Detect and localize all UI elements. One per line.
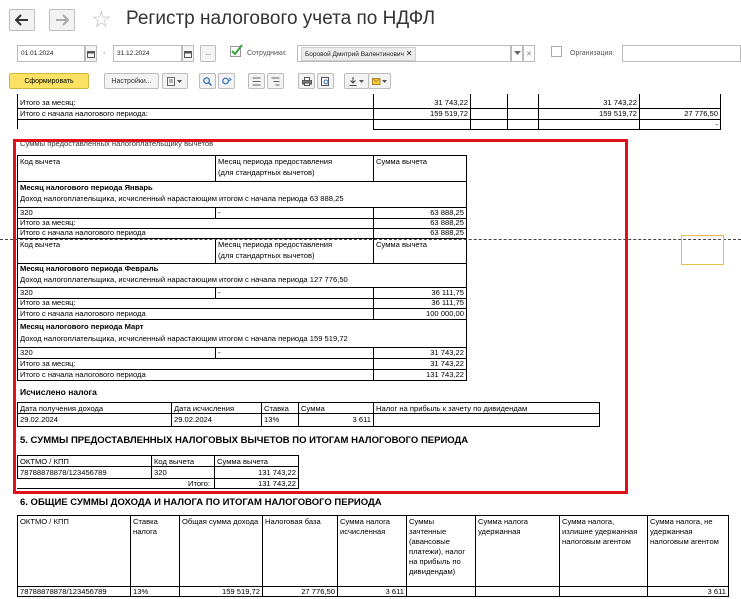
section5-sum: 131 743,22 [257,468,296,477]
organization-checkbox[interactable] [551,46,562,57]
search-next-icon [222,77,232,86]
employee-dropdown-button[interactable] [511,45,523,62]
employee-checkbox[interactable] [230,44,241,55]
tax-col-sum: Сумма [301,404,325,413]
filter-bar [0,41,741,66]
calendar-icon [87,50,95,58]
find-next-button[interactable] [218,73,235,89]
arrow-left-icon [15,14,29,26]
section6-rate: 13% [133,587,149,596]
date-from-input[interactable]: 01.01.2024 [17,45,85,62]
settings-button[interactable]: Настройки... [104,73,159,89]
top-month-total-label: Итого за месяц: [20,98,76,107]
deductions-title: Суммы предоставленных налогоплательщику вычетов [20,139,214,148]
mar-start-total-label: Итого с начала налогового периода [20,370,146,379]
deductions-col-month-2: Месяц периода предоставления [218,240,333,249]
collapse-icon [271,77,280,86]
jan-month-total: 63 888,25 [430,218,464,227]
report-document [0,94,741,599]
jan-sum: 63 888,25 [430,208,464,217]
feb-month-label: Месяц налогового периода Февраль [20,264,159,273]
tax-col-dividends: Налог на прибыль к зачету по дивидендам [376,404,528,413]
section6-col-rate: Ставка налога [133,517,158,536]
employee-tag-label: Боровой Дмитрий Валентинович [305,51,404,58]
feb-month-dash: - [218,288,221,297]
section5-col-oktmo: ОКТМО / КПП [20,457,69,466]
variants-button[interactable] [162,73,188,89]
feb-income-label: Доход налогоплательщика, исчисленный нарастающим итогом с начала периода 127 776,50 [20,275,348,284]
section5-code: 320 [154,468,167,477]
mar-start-total: 131 743,22 [425,370,464,379]
section6-not-withheld: 3 611 [707,587,726,596]
tax-rate: 13% [264,415,280,424]
mar-month-total: 31 743,22 [430,359,464,368]
section6-calculated: 3 611 [385,587,404,596]
search-icon [203,77,212,86]
save-button[interactable] [344,73,369,89]
feb-start-total-label: Итого с начала налогового периода [20,309,146,318]
top-start-total-value-1: 159 519,72 [429,109,468,118]
jan-code: 320 [20,208,33,217]
mar-month-dash: - [218,348,221,357]
mar-month-total-label: Итого за месяц: [20,359,76,368]
section6-col-oktmo: ОКТМО / КПП [20,517,69,526]
printer-icon [302,77,312,86]
favorite-star-icon[interactable]: ☆ [91,6,112,32]
feb-code: 320 [20,288,33,297]
toolbar [0,70,741,92]
preview-icon [321,77,330,86]
section6-col-overwithheld: Сумма налога, излишне удержанная налоговым агентом [562,517,638,546]
tax-col-income-date: Дата получения дохода [20,404,104,413]
organization-field[interactable] [622,45,741,62]
section6-title: 6. ОБЩИЕ СУММЫ ДОХОДА И НАЛОГА ПО ИТОГАМ НАЛОГОВОГО ПЕРИОДА [20,497,382,508]
mar-month-label: Месяц налогового периода Март [20,322,144,331]
deductions-col-month: Месяц периода предоставления [218,157,333,166]
section6-col-credited: Суммы зачтенные (авансовые платежи), налог на прибыль по дивидендам) [409,517,466,576]
deductions-col-month-sub-2: (для стандартных вычетов) [218,251,315,260]
section6-col-not-withheld: Сумма налога, не удержанная налоговым агентом [650,517,719,546]
page-title: Регистр налогового учета по НДФЛ [126,8,436,29]
employee-field[interactable] [297,45,511,62]
expand-icon [252,77,261,86]
back-button[interactable] [9,9,35,31]
date-to-input[interactable]: 31.12.2024 [113,45,182,62]
organization-label: Организация: [570,50,615,57]
window-header [0,0,741,40]
section5-oktmo: 78788878878/123456789 [20,468,107,477]
send-button[interactable] [368,73,391,89]
top-month-total-value-1: 31 743,22 [434,98,468,107]
section6-col-income: Общая сумма дохода [182,517,259,526]
expand-groups-button[interactable] [248,73,265,89]
feb-month-total: 36 111,75 [431,298,464,307]
mar-sum: 31 743,22 [430,348,464,357]
section5-total: 131 743,22 [257,479,296,488]
calendar-icon [184,50,192,58]
section6-base: 27 776,50 [301,587,335,596]
jan-month-label: Месяц налогового периода Январь [20,183,153,192]
top-start-total-label: Итого с начала налогового периода: [20,109,148,118]
collapse-groups-button[interactable] [267,73,284,89]
section6-col-calculated: Сумма налога исчисленная [340,517,390,536]
tax-col-calc-date: Дата исчисления [174,404,235,413]
preview-button[interactable] [317,73,334,89]
clear-icon: ✕ [526,50,532,58]
envelope-icon [372,77,388,86]
deductions-col-code: Код вычета [20,157,61,166]
section6-oktmo: 78788878878/123456789 [20,587,107,596]
find-button[interactable] [199,73,216,89]
tax-sum: 3 611 [352,415,371,424]
top-start-total-value-2: 159 519,72 [598,109,637,118]
jan-income-label: Доход налогоплательщика, исчисленный нарастающим итогом с начала периода 63 888,25 [20,194,344,203]
section5-col-code: Код вычета [154,457,195,466]
top-start-total-value-3: 27 776,50 [684,109,718,118]
print-button[interactable] [298,73,315,89]
section5-title: 5. СУММЫ ПРЕДОСТАВЛЕННЫХ НАЛОГОВЫХ ВЫЧЕТОВ ПО ИТОГАМ НАЛОГОВОГО ПЕРИОДА [20,435,469,446]
mar-income-label: Доход налогоплательщика, исчисленный нарастающим итогом с начала периода 159 519,72 [20,334,348,343]
jan-start-total: 63 888,25 [430,228,464,237]
top-start-total-dash: - [715,120,718,129]
period-select-button[interactable]: ... [200,45,216,62]
feb-month-total-label: Итого за месяц: [20,298,76,307]
section6-col-withheld: Сумма налога удержанная [478,517,528,536]
highlight-frame [13,139,628,494]
generate-button[interactable]: Сформировать [9,73,89,89]
chevron-down-icon [514,51,521,56]
jan-month-total-label: Итого за месяц: [20,218,76,227]
deductions-col-sum: Сумма вычета [376,157,428,166]
feb-sum: 36 111,75 [431,288,464,297]
jan-start-total-label: Итого с начала налогового периода [20,228,146,237]
section5-total-label: Итого: [187,479,210,488]
arrow-right-icon [55,14,69,26]
section6-col-base: Налоговая база [265,517,321,526]
report-variants-icon [167,77,183,86]
employee-clear-button[interactable] [523,45,535,62]
deductions-col-code-2: Код вычета [20,240,61,249]
checkmark-icon [230,44,243,57]
calendar-to-button[interactable] [182,45,194,62]
mar-code: 320 [20,348,33,357]
top-month-total-value-2: 31 743,22 [603,98,637,107]
tax-income-date: 29.02.2024 [20,415,59,424]
section6-income: 159 519,72 [221,587,260,596]
forward-button[interactable] [49,9,75,31]
deductions-col-month-sub: (для стандартных вычетов) [218,168,315,177]
tax-calc-date: 29.02.2024 [174,415,213,424]
remove-tag-icon[interactable]: ✕ [405,49,413,58]
selected-cell[interactable] [681,235,724,265]
jan-month-dash: - [218,208,221,217]
tax-title: Исчислено налога [20,387,97,397]
feb-start-total: 100 000,00 [425,309,464,318]
section5-col-sum: Сумма вычета [217,457,269,466]
tax-col-rate: Ставка [264,404,289,413]
employee-tag [301,47,416,61]
save-download-icon [349,77,365,86]
date-separator: - [103,50,106,57]
calendar-from-button[interactable] [85,45,97,62]
deductions-col-sum-2: Сумма вычета [376,240,428,249]
employee-label: Сотрудники: [247,50,287,57]
